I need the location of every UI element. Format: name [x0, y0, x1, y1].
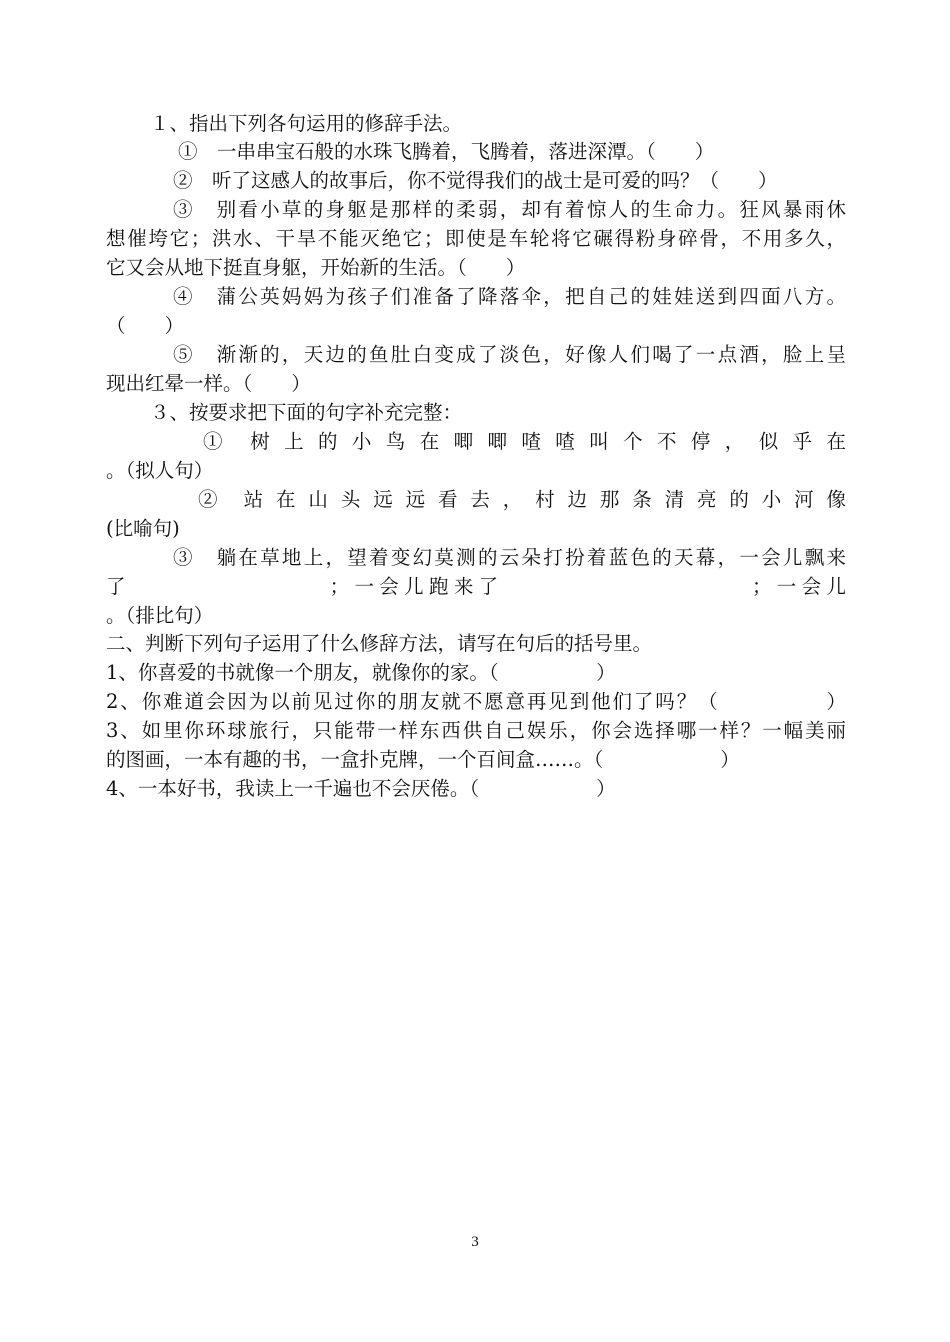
- part2-q2: 2、你难道会因为以前见过你的朋友就不愿意再见到他们了吗？（ ）: [106, 690, 846, 713]
- section3-q3-line3: 。（排比句）: [106, 604, 214, 627]
- section3-heading: ３、按要求把下面的句字补充完整：: [150, 401, 463, 424]
- section1-q4-line2: （ ）: [106, 314, 185, 337]
- section3-q2-line1: ② 站 在 山 头 远 远 看 去 ， 村 边 那 条 清 亮 的 小 河 像: [198, 488, 846, 511]
- section1-q3-line2: 想催垮它；洪水、干旱不能灭绝它；即使是车轮将它碾得粉身碎骨，不用多久，: [106, 227, 846, 250]
- page-number: 3: [471, 1234, 479, 1250]
- section3-q3-line2: 了 ；一会儿跑来了 ；一会儿: [106, 575, 846, 598]
- section1-q4-line1: ④ 蒲公英妈妈为孩子们准备了降落伞，把自己的娃娃送到四面八方。: [173, 285, 846, 308]
- section3-q1-line1: ① 树 上 的 小 鸟 在 唧 唧 喳 喳 叫 个 不 停 ， 似 乎 在: [203, 430, 846, 453]
- section3-q1-line2: 。（拟人句）: [106, 459, 214, 482]
- section1-q5-line1: ⑤ 渐渐的，天边的鱼肚白变成了淡色，好像人们喝了一点酒，脸上呈: [173, 343, 846, 366]
- section3-q3-line1: ③ 躺在草地上，望着变幻莫测的云朵打扮着蓝色的天幕，一会儿飘来: [173, 546, 846, 569]
- part2-q3-line2: 的图画，一本有趣的书，一盒扑克牌，一个百间盒……。（ ）: [106, 748, 740, 771]
- section1-q3-line3: 它又会从地下挺直身躯，开始新的生活。（ ）: [106, 256, 526, 279]
- section1-heading: １、指出下列各句运用的修辞手法。: [150, 112, 463, 135]
- section1-q2: ② 听了这感人的故事后，你不觉得我们的战士是可爱的吗？（ ）: [173, 169, 778, 192]
- section1-q3-line1: ③ 别看小草的身躯是那样的柔弱，却有着惊人的生命力。狂风暴雨休: [173, 198, 846, 221]
- section1-q1: ① 一串串宝石般的水珠飞腾着，飞腾着，落进深潭。（ ）: [178, 140, 715, 163]
- part2-q4: 4、一本好书，我读上一千遍也不会厌倦。（ ）: [106, 777, 616, 800]
- part2-q3-line1: 3、如里你环球旅行，只能带一样东西供自己娱乐，你会选择哪一样？一幅美丽: [106, 719, 846, 742]
- part2-q1: 1、你喜爱的书就像一个朋友，就像你的家。（ ）: [106, 661, 616, 684]
- section1-q5-line2: 现出红晕一样。（ ）: [106, 372, 311, 395]
- part2-heading: 二、判断下列句子运用了什么修辞方法，请写在句后的括号里。: [106, 632, 653, 655]
- section3-q2-line2: (比喻句): [106, 517, 180, 540]
